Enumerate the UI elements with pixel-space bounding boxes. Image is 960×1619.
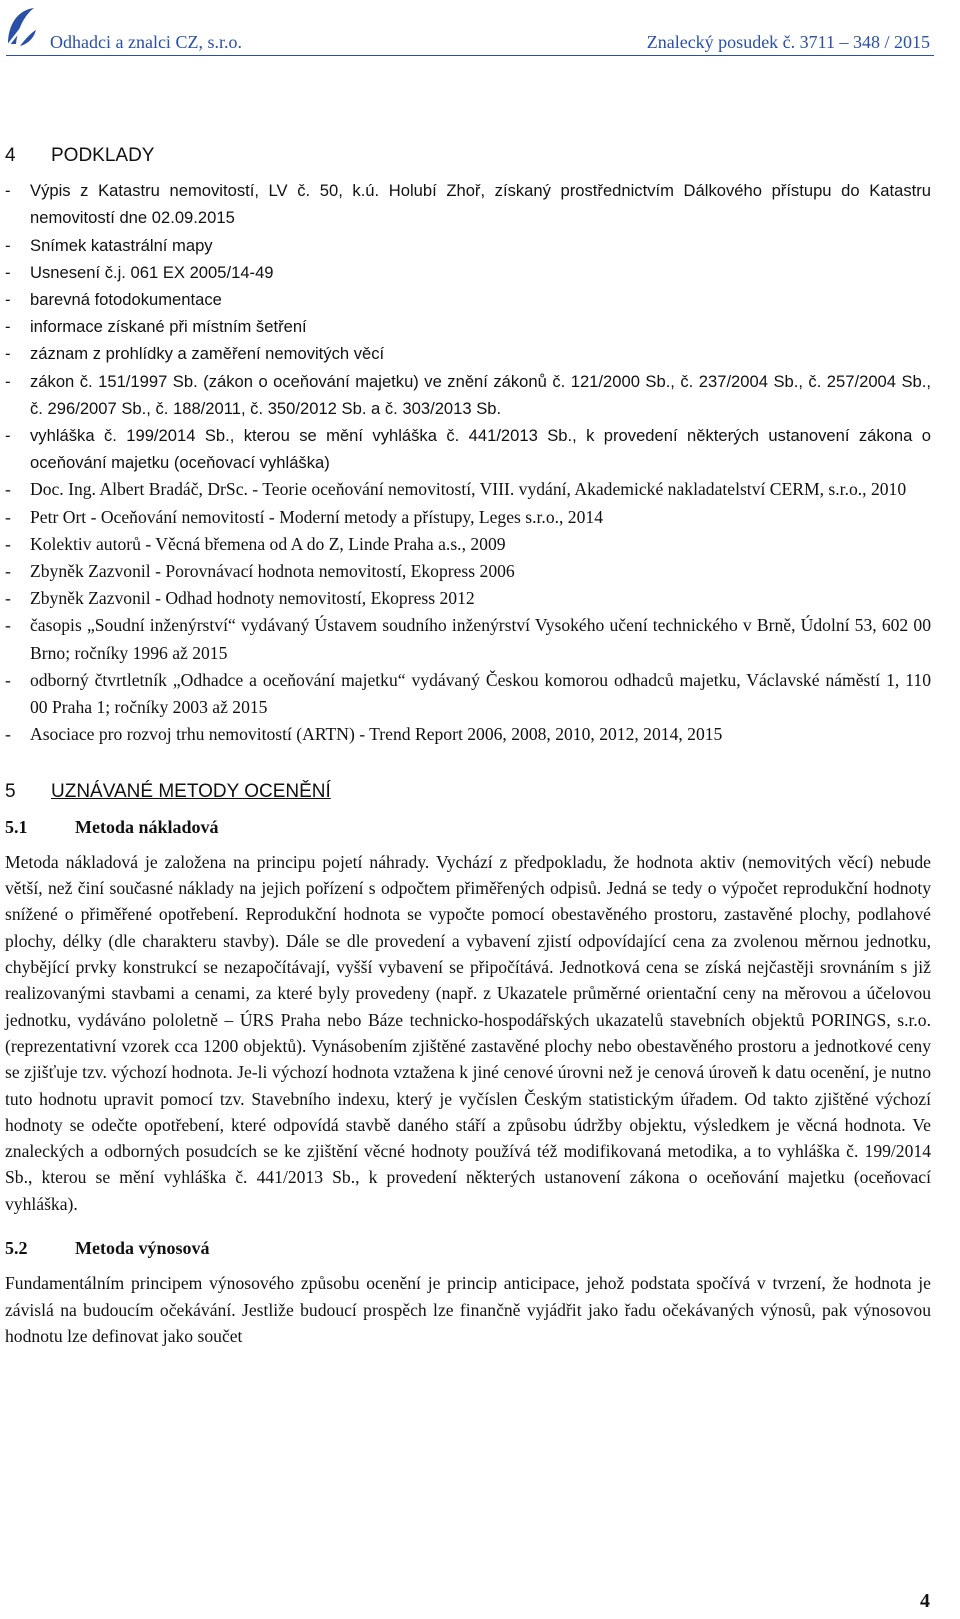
list-item	[5, 232, 931, 259]
section-5-title: UZNÁVANÉ METODY OCENĚNÍ	[51, 781, 331, 803]
page-header	[0, 0, 960, 56]
list-item-text: Doc. Ing. Albert Bradáč, DrSc. - Teorie oceňování nemovitostí, VIII. vydání, Akademické nakladatelství CERM, s.r.o., 2010	[30, 479, 907, 500]
list-item-text: vyhláška č. 199/2014 Sb., kterou se mění vyhláška č. 441/2013 Sb., k provedení některých ustanovení zákona o oceňování majetku (oceňovací vyhláška)	[30, 426, 931, 473]
company-logo-icon	[4, 4, 38, 50]
list-item	[5, 177, 931, 231]
list-dash: -	[5, 371, 11, 391]
list-item-text: Kolektiv autorů - Věcná břemena od A do Z, Linde Praha a.s., 2009	[30, 533, 506, 554]
list-item-text: informace získané při místním šetření	[30, 317, 307, 337]
section-4-title: PODKLADY	[51, 145, 155, 166]
list-dash: -	[5, 262, 11, 282]
section-4-heading	[5, 142, 931, 169]
list-item-text: barevná fotodokumentace	[30, 290, 222, 310]
list-item	[5, 612, 931, 666]
list-item-text: Výpis z Katastru nemovitostí, LV č. 50, k.ú. Holubí Zhoř, získaný prostřednictvím Dálkového přístupu do Katastru nemovitostí dne 02.09.2015	[30, 181, 931, 228]
list-item	[5, 476, 931, 503]
list-dash: -	[5, 426, 11, 446]
list-item	[5, 504, 931, 531]
list-dash: -	[5, 235, 11, 255]
list-item	[5, 340, 931, 367]
header-report-number: Znalecký posudek č. 3711 – 348 / 2015	[646, 32, 930, 52]
list-dash: -	[5, 181, 11, 201]
list-dash: -	[5, 615, 11, 636]
header-divider	[6, 55, 934, 56]
list-item-text: záznam z prohlídky a zaměření nemovitých věcí	[30, 344, 385, 364]
list-item-text: Snímek katastrální mapy	[30, 235, 213, 255]
list-dash: -	[5, 724, 11, 745]
list-item-text: Zbyněk Zazvonil - Odhad hodnoty nemovitostí, Ekopress 2012	[30, 588, 475, 609]
section-5-number: 5	[5, 781, 16, 803]
list-item	[5, 667, 931, 721]
list-item-text: Asociace pro rozvoj trhu nemovitostí (ARTN) - Trend Report 2006, 2008, 2010, 2012, 2014, 2015	[30, 724, 723, 745]
section-5-heading	[5, 778, 931, 805]
list-item	[5, 531, 931, 558]
sources-list	[5, 177, 931, 748]
list-item	[5, 558, 931, 585]
list-item	[5, 585, 931, 612]
section-5-2-title: Metoda výnosová	[75, 1238, 210, 1259]
section-4-number: 4	[5, 145, 16, 166]
list-item	[5, 368, 931, 422]
list-item-text: Usnesení č.j. 061 EX 2005/14-49	[30, 262, 274, 282]
list-item	[5, 422, 931, 476]
list-item	[5, 721, 931, 748]
section-5-2-heading	[5, 1235, 931, 1262]
section-5-1-title: Metoda nákladová	[75, 816, 219, 837]
section-5-1-heading	[5, 814, 931, 841]
list-item-text: zákon č. 151/1997 Sb. (zákon o oceňování majetku) ve znění zákonů č. 121/2000 Sb., č. 237/2004 Sb., č. 257/2004 Sb., č. 296/2007 Sb., č. 188/2011, č. 350/2012 Sb. a č. 303/2013 Sb.	[30, 371, 931, 418]
list-item	[5, 313, 931, 340]
list-dash: -	[5, 561, 11, 582]
section-5-1-paragraph: Metoda nákladová je založena na principu pojetí náhrady. Vychází z předpokladu, že hodnota aktiv (nemovitých věcí) nebude větší, než činí současné náklady na jejich pořízení s odpočtem přiměřených odpisů. Jedná se tedy o výpočet reprodukční hodnoty snížené o přiměřené opotřebení. Reprodukční hodnota se vypočte pomocí obestavěného prostoru, zastavěné plochy, podlahové plochy, délky (dle charakteru stavby). Dále se dle provedení a vybavení zjistí odpovídající cena za zvolenou měrnou jednotku, chybějící prvky konstrukcí se nezapočítávají, vyšší vybavení se připočítává. Jednotková cena se získá nejčastěji srovnáním s již realizovanými stavbami a cenami, za které byly provedeny (např. z Ukazatele průměrné orientační ceny na měrovou a účelovou jednotku, vydáváno pololetně – ÚRS Praha nebo Báze technicko-hospodářských ukazatelů stavebních objektů PORINGS, s.r.o. (reprezentativní vzorek cca 1200 objektů). Vynásobením zjištěné zastavěné plochy nebo obestavěného prostoru a jednotkové ceny se zjišťuje tzv. výchozí hodnota. Je-li výchozí hodnota vztažena k jiné cenové úrovni než je cenová úroveň k datu ocenění, je nutno tuto hodnotu upravit pomocí tzv. Stavebního indexu, který je vyčíslen Českým statistickým úřadem. Od takto zjištěné výchozí hodnoty se odečte opotřebení, které odpovídá stavbě daného stáří a způsobu údržby objektu, výsledkem je věcná hodnota. Ve znaleckých a odborných posudcích se ke zjištění věcné hodnoty používá též modifikovaná metodika, a to vyhláška č. 199/2014 Sb., kterou se mění vyhláška č. 441/2013 Sb., k provedení některých ustanovení zákona o oceňování majetku (oceňovací vyhláška).	[5, 851, 931, 1214]
list-dash: -	[5, 533, 11, 554]
list-item-text: Zbyněk Zazvonil - Porovnávací hodnota nemovitostí, Ekopress 2006	[30, 561, 515, 582]
list-dash: -	[5, 669, 11, 690]
list-dash: -	[5, 290, 11, 310]
section-5-2-paragraph: Fundamentálním principem výnosového způsobu ocenění je princip anticipace, jehož podstata spočívá v tvrzení, že hodnota je závislá na budoucím očekávání. Jestliže budoucí prospěch lze finančně vyjádřit jako řadu očekávaných výnosů, pak výnosovou hodnotu lze definovat jako součet	[5, 1273, 931, 1346]
page-number: 4	[920, 1590, 930, 1612]
list-dash: -	[5, 588, 11, 609]
list-item-text: časopis „Soudní inženýrství“ vydávaný Ústavem soudního inženýrství Vysokého učení technického v Brně, Údolní 53, 602 00 Brno; ročníky 1996 až 2015	[30, 615, 931, 663]
list-dash: -	[5, 479, 11, 500]
page-content	[5, 142, 931, 1349]
list-item	[5, 259, 931, 286]
list-item	[5, 286, 931, 313]
list-dash: -	[5, 317, 11, 337]
list-dash: -	[5, 344, 11, 364]
header-company: Odhadci a znalci CZ, s.r.o.	[50, 32, 242, 52]
section-5-1-number: 5.1	[5, 816, 28, 837]
list-dash: -	[5, 506, 11, 527]
list-item-text: odborný čtvrtletník „Odhadce a oceňování majetku“ vydávaný Českou komorou odhadců majetku, Václavské náměstí 1, 110 00 Praha 1; ročníky 2003 až 2015	[30, 669, 931, 718]
section-5-2-number: 5.2	[5, 1238, 28, 1259]
list-item-text: Petr Ort - Oceňování nemovitostí - Moderní metody a přístupy, Leges s.r.o., 2014	[30, 506, 603, 527]
